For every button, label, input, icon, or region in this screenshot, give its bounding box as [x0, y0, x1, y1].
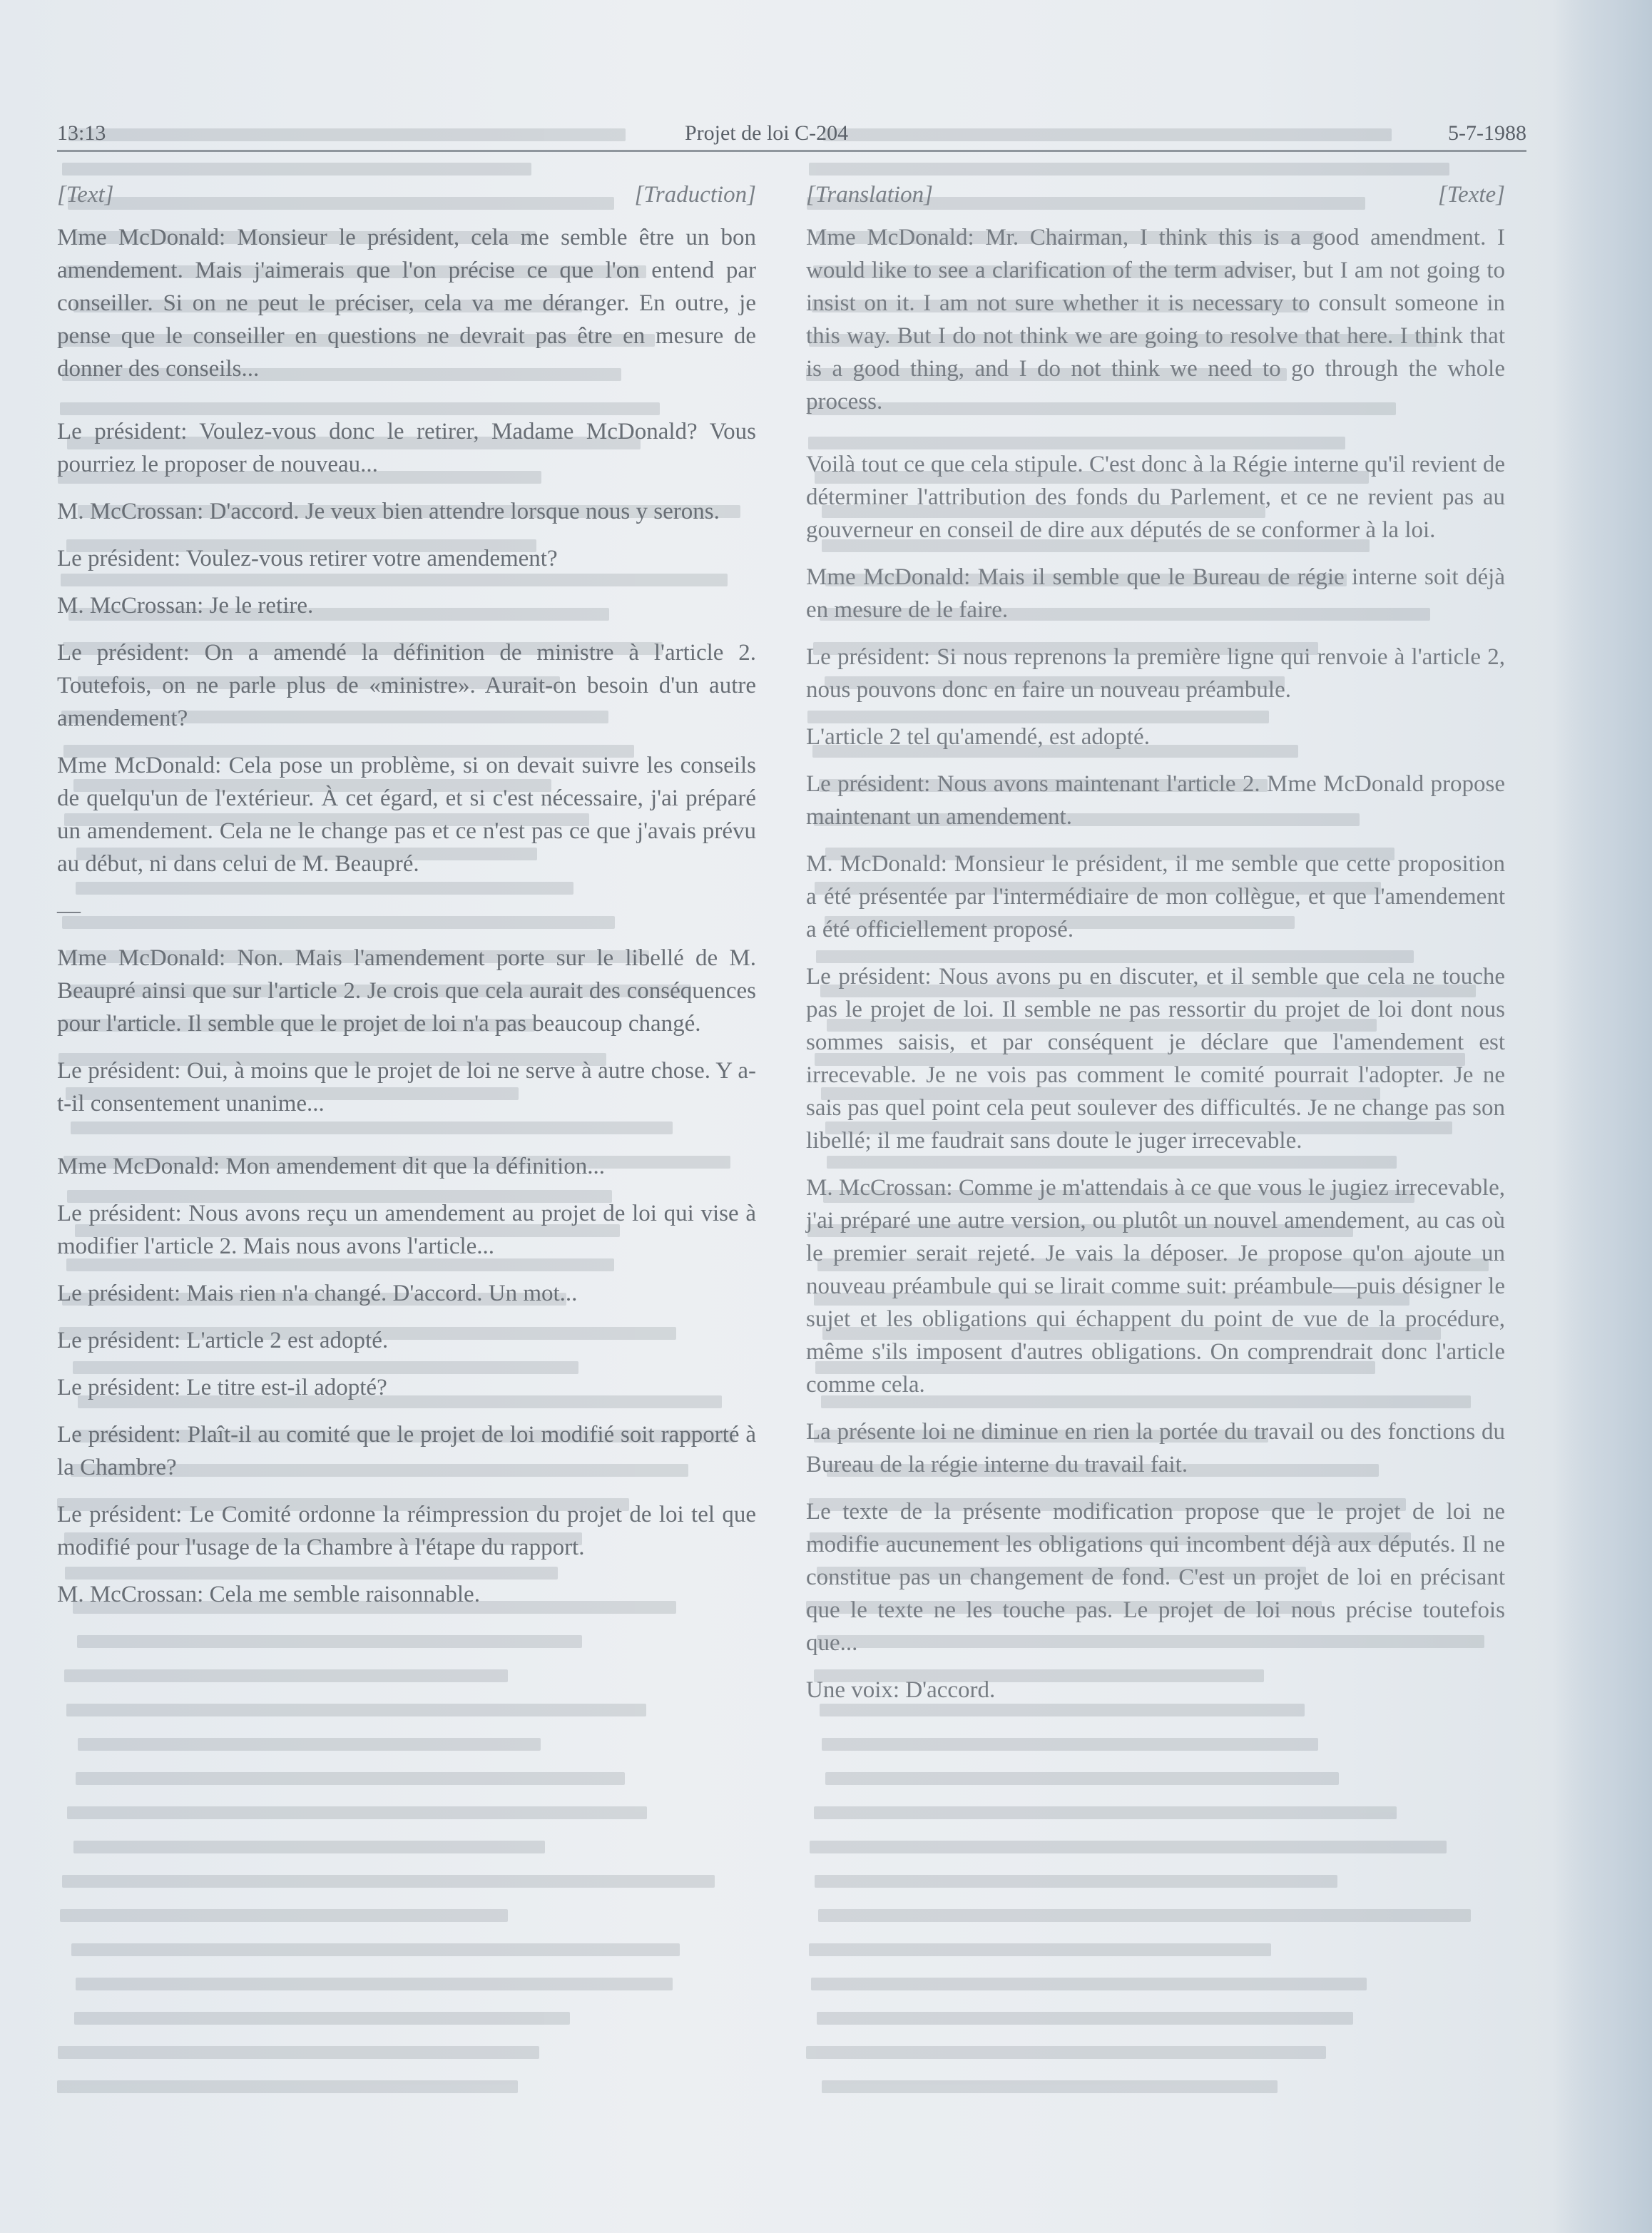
- left-paragraph: Le président: Oui, à moins que le projet de loi ne serve à autre chose. Y a-t-il consentement unanime...: [57, 1058, 756, 1116]
- right-column-header: [806, 178, 1505, 211]
- show-through-line: [822, 2080, 1278, 2093]
- show-through-line: [64, 1669, 508, 1682]
- show-through-line: [67, 1806, 647, 1819]
- left-paragraph: Le président: L'article 2 est adopté.: [57, 1328, 389, 1353]
- left-dash: —: [57, 898, 81, 924]
- show-through-line: [76, 1978, 673, 1990]
- page-edge-shadow: [1552, 0, 1652, 2233]
- show-through-line: [809, 163, 1449, 176]
- show-through-line: [822, 1738, 1318, 1751]
- left-column-label-text: [Text]: [57, 182, 114, 208]
- show-through-line: [60, 1909, 508, 1922]
- right-column-label-text: [Texte]: [1437, 182, 1505, 208]
- left-paragraph: Mme McDonald: Cela pose un problème, si on devait suivre les conseils de quelqu'un de l'extérieur. À cet égard, et si c'est nécessaire, j'ai préparé un amendement. Cela ne le change pas et ce n'est pas ce que j'avais prévu au début, ni dans celui de M. Beaupré.: [57, 753, 756, 877]
- left-column: [57, 178, 756, 1625]
- left-paragraph: Le président: On a amendé la définition de ministre à l'article 2. Toutefois, on ne parle plus de «ministre». Aurait-on besoin d'un autre amendement?: [57, 640, 756, 731]
- show-through-line: [806, 2046, 1326, 2059]
- left-paragraph: M. McCrossan: Cela me semble raisonnable.: [57, 1582, 480, 1607]
- left-paragraph: M. McCrossan: Je le retire.: [57, 593, 314, 619]
- show-through-line: [817, 2012, 1353, 2025]
- show-through-line: [58, 2046, 539, 2059]
- running-head-title: Projet de loi C-204: [685, 121, 849, 145]
- show-through-line: [74, 2012, 570, 2025]
- running-head-date: 5-7-1988: [1448, 121, 1526, 145]
- left-paragraph: Mme McDonald: Mon amendement dit que la définition...: [57, 1154, 606, 1179]
- right-paragraph: L'article 2 tel qu'amendé, est adopté.: [806, 724, 1150, 750]
- show-through-line: [810, 1841, 1447, 1853]
- left-paragraph: Le président: Voulez-vous retirer votre amendement?: [57, 546, 558, 571]
- left-paragraph: Le président: Plaît-il au comité que le projet de loi modifié soit rapporté à la Chambre?: [57, 1422, 756, 1480]
- show-through-line: [811, 1978, 1367, 1990]
- right-column-label-translation: [Translation]: [806, 182, 933, 208]
- show-through-line: [809, 1943, 1271, 1956]
- left-paragraph: Le président: Voulez-vous donc le retirer, Madame McDonald? Vous pourriez le proposer de nouveau...: [57, 419, 756, 477]
- right-column: [806, 178, 1505, 1721]
- show-through-line: [57, 2080, 518, 2093]
- show-through-line: [62, 163, 531, 176]
- right-paragraph: M. McDonald: Monsieur le président, il me semble que cette proposition a été présentée par l'intermédiaire de mon collègue, et que l'amendement a été officiellement proposé.: [806, 851, 1505, 942]
- right-paragraph: Une voix: D'accord.: [806, 1677, 996, 1703]
- show-through-line: [818, 1909, 1471, 1922]
- running-head-time: 13:13: [57, 121, 106, 145]
- right-paragraph: Voilà tout ce que cela stipule. C'est donc à la Régie interne qu'il revient de déterminer l'attribution des fonds du Parlement, et ce ne revient pas au gouverneur en conseil de dire aux députés de se conformer à la loi.: [806, 452, 1505, 543]
- show-through-line: [814, 1806, 1397, 1819]
- left-paragraph: Le président: Le Comité ordonne la réimpression du projet de loi tel que modifié pour l'usage de la Chambre à l'étape du rapport.: [57, 1502, 756, 1560]
- left-paragraph: Le président: Mais rien n'a changé. D'accord. Un mot...: [57, 1281, 578, 1306]
- show-through-line: [78, 1738, 541, 1751]
- right-paragraph: Mme McDonald: Mais il semble que le Bureau de régie interne soit déjà en mesure de le faire.: [806, 564, 1505, 623]
- show-through-line: [66, 1704, 646, 1716]
- right-paragraph: Le président: Nous avons maintenant l'article 2. Mme McDonald propose maintenant un amendement.: [806, 771, 1505, 830]
- left-paragraph: Mme McDonald: Non. Mais l'amendement porte sur le libellé de M. Beaupré ainsi que sur l'article 2. Je crois que cela aurait des conséquences pour l'article. Il semble que le projet de loi n'a pas beaucoup changé.: [57, 945, 756, 1037]
- right-paragraph: M. McCrossan: Comme je m'attendais à ce que vous le jugiez irrecevable, j'ai préparé une autre version, ou plutôt un nouvel amendement, au cas où le premier serait rejeté. Je vais la déposer. Je propose qu'on ajoute un nouveau préambule qui se lirait comme suit: préambule—puis désigner le sujet et les obligations qui échappent du point de vue de la procédure, même s'ils imposent d'autres obligations. On comprendrait donc l'article comme cela.: [806, 1175, 1505, 1398]
- left-paragraph: M. McCrossan: D'accord. Je veux bien attendre lorsque nous y serons.: [57, 499, 720, 524]
- show-through-line: [76, 1772, 625, 1785]
- right-paragraph: Le président: Si nous reprenons la première ligne qui renvoie à l'article 2, nous pouvons donc en faire un nouveau préambule.: [806, 644, 1505, 703]
- running-head: [57, 121, 1526, 152]
- left-column-label-translation: [Traduction]: [634, 182, 756, 208]
- left-column-header: [57, 178, 756, 211]
- show-through-line: [71, 1943, 680, 1956]
- right-paragraph: Le texte de la présente modification propose que le projet de loi ne modifie aucunement les obligations qui incombent déjà aux députés. Il ne constitue pas un changement de fond. C'est un projet de loi en précisant que le texte ne les touche pas. Le projet de loi nous précise toutefois que...: [806, 1499, 1505, 1656]
- left-paragraph: Le président: Le titre est-il adopté?: [57, 1375, 387, 1400]
- show-through-line: [825, 1772, 1339, 1785]
- right-paragraph: Mme McDonald: Mr. Chairman, I think this is a good amendment. I would like to see a clarification of the term adviser, but I am not going to insist on it. I am not sure whether it is necessary to consult someone in this way. But I do not think we are going to resolve that here. I think that is a good thing, and I do not think we need to go through the whole process.: [806, 225, 1505, 414]
- right-paragraph: La présente loi ne diminue en rien la portée du travail ou des fonctions du Bureau de la régie interne du travail fait.: [806, 1419, 1505, 1477]
- show-through-line: [62, 1875, 715, 1888]
- show-through-line: [815, 1875, 1337, 1888]
- show-through-line: [73, 1841, 545, 1853]
- left-paragraph: Le président: Nous avons reçu un amendement au projet de loi qui vise à modifier l'article 2. Mais nous avons l'article...: [57, 1201, 756, 1259]
- left-paragraph: Mme McDonald: Monsieur le président, cela me semble être un bon amendement. Mais j'aimerais que l'on précise ce que l'on entend par conseiller. Si on ne peut le préciser, cela va me déranger. En outre, je pense que le conseiller en questions ne devrait pas être en mesure de donner des conseils...: [57, 225, 756, 382]
- show-through-line: [77, 1635, 582, 1648]
- right-paragraph: Le président: Nous avons pu en discuter, et il semble que cela ne touche pas le projet de loi. Il semble ne pas ressortir du projet de loi dont nous sommes saisis, et par conséquent je déclare que l'amendement est irrecevable. Je ne vois pas comment le comité pourrait l'adopter. Je ne sais pas quel point cela peut soulever des difficultés. Je ne change pas son libellé; il me faudrait sans doute le juger irrecevable.: [806, 964, 1505, 1154]
